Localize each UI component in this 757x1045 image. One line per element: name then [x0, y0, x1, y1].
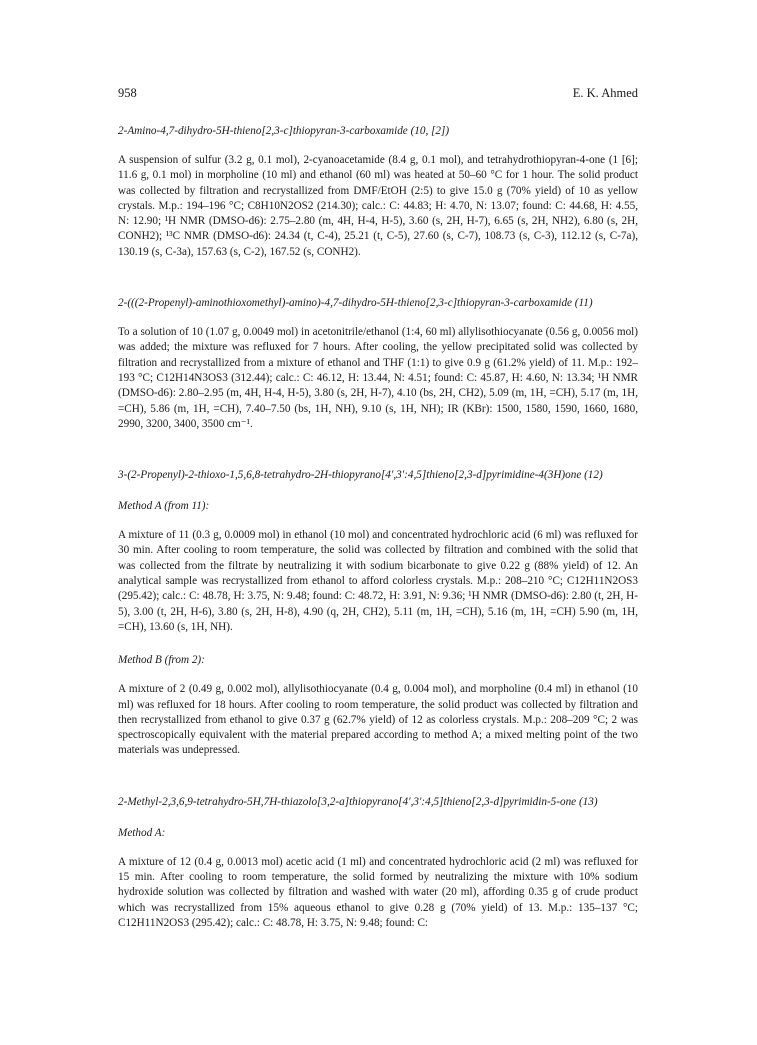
section-title-12: 3-(2-Propenyl)-2-thioxo-1,5,6,8-tetrahydro-2H-thiopyrano[4′,3′:4,5]thieno[2,3-d]pyrimidine-4(3H)one (12)	[118, 469, 603, 482]
section-title-13: 2-Methyl-2,3,6,9-tetrahydro-5H,7H-thiazolo[3,2-a]thiopyrano[4′,3′:4,5]thieno[2,3-d]pyrimidin-5-one (13)	[118, 795, 598, 808]
page	[118, 86, 638, 931]
running-author: E. K. Ahmed	[572, 86, 638, 100]
section-title-10: 2-Amino-4,7-dihydro-5H-thieno[2,3-c]thiopyran-3-carboxamide (10, [2])	[118, 125, 450, 137]
method-a-13: Method A:	[118, 826, 166, 839]
section-title-11: 2-(((2-Propenyl)-aminothioxomethyl)-amino)-4,7-dihydro-5H-thieno[2,3-c]thiopyran-3-carboxamide (11)	[118, 297, 593, 310]
method-a-12: Method A (from 11):	[118, 500, 210, 513]
paragraph-10: A suspension of sulfur (3.2 g, 0.1 mol), 2-cyanoacetamide (8.4 g, 0.1 mol), and tetrahydrothiopyran-4-one (1 [6]; 11.6 g, 0.1 mol) in morpholine (10 ml) and ethanol (60 ml) was heated at 50–60 °C for 1 hour. The solid product was collected by filtration and recrystallized from DMF/EtOH (2:5) to give 15.0 g (70% yield) of 10 as yellow crystals. M.p.: 194–196 °C; C8H10N2OS2 (214.30); calc.: C: 44.83; H: 4.70, N: 13.07; found: C: 44.68, H: 4.55, N: 12.90; ¹H NMR (DMSO-d6): 2.75–2.80 (m, 4H, H-4, H-5), 3.60 (s, 2H, H-7), 6.65 (s, 2H, NH2), 6.80 (s, 2H, CONH2); ¹³C NMR (DMSO-d6): 24.34 (t, C-4), 25.21 (t, C-5), 27.60 (s, C-7), 108.73 (s, C-3), 112.12 (s, C-7a), 130.19 (s, C-3a), 157.63 (s, C-2), 167.52 (s, CONH2).	[118, 154, 638, 258]
page-number: 958	[118, 86, 137, 100]
running-header	[118, 86, 638, 106]
method-b-12: Method B (from 2):	[118, 654, 205, 667]
paragraph-13-method-a: A mixture of 12 (0.4 g, 0.0013 mol) acetic acid (1 ml) and concentrated hydrochloric acid (2 ml) was refluxed for 15 min. After cooling to room temperature, the solid formed by neutralizing the mixture with 10% sodium hydroxide solution was collected by filtration and washed with water (20 ml), affording 0.35 g of crude product which was recrystallized from 15% aqueous ethanol to give 0.28 g (70% yield) of 13. M.p.: 135–137 °C; C12H11N2OS3 (295.42); calc.: C: 48.78, H: 3.75, N: 9.48; found: C:	[118, 855, 638, 929]
paragraph-12-method-b: A mixture of 2 (0.49 g, 0.002 mol), allylisothiocyanate (0.4 g, 0.004 mol), and morpholine (0.4 ml) in ethanol (10 ml) was refluxed for 18 hours. After cooling to room temperature, the solid product was collected by filtration and then recrystallized from ethanol to give 0.37 g (62.7% yield) of 12 as colorless crystals. M.p.: 208–209 °C; 2 was spectroscopically equivalent with the material prepared according to method A; a mixed melting point of the two materials was undepressed.	[118, 683, 638, 757]
paragraph-11: To a solution of 10 (1.07 g, 0.0049 mol) in acetonitrile/ethanol (1:4, 60 ml) allylisothiocyanate (0.56 g, 0.0056 mol) was added; the mixture was refluxed for 7 hours. After cooling, the yellow precipitated solid was collected by filtration and recrystallized from a mixture of ethanol and THF (1:1) to give 0.9 g (61.2% yield) of 11. M.p.: 192–193 °C; C12H14N3OS3 (312.44); calc.: C: 46.12, H: 13.44, N: 4.51; found: C: 45.87, H: 4.60, N: 13.34; ¹H NMR (DMSO-d6): 2.80–2.95 (m, 4H, H-4, H-5), 3.80 (s, 2H, H-7), 4.10 (bs, 2H, CH2), 5.09 (m, 1H, =CH), 5.17 (m, 1H, =CH), 5.86 (m, 1H, =CH), 7.40–7.50 (bs, 1H, NH), 9.10 (s, 1H, NH); IR (KBr): 1500, 1580, 1590, 1660, 1680, 2990, 3200, 3400, 3500 cm⁻¹.	[118, 326, 638, 430]
paragraph-12-method-a: A mixture of 11 (0.3 g, 0.0009 mol) in ethanol (10 mol) and concentrated hydrochloric acid (6 ml) was refluxed for 30 min. After cooling to room temperature, the solid was collected by filtration and combined with the solid that was collected from the filtrate by neutralizing it with sodium bicarbonate to give 0.22 g (88% yield) of 12. An analytical sample was recrystallized from ethanol to afford colorless crystals. M.p.: 208–210 °C; C12H11N2OS3 (295.42); calc.: C: 48.78, H: 3.75, N: 9.48; found: C: 48.72, H: 3.91, N: 9.36; ¹H NMR (DMSO-d6): 2.80 (t, 2H, H-5), 3.00 (t, 2H, H-6), 3.80 (s, 2H, H-8), 4.90 (q, 2H, CH2), 5.11 (m, 1H, =CH), 5.16 (m, 1H, =CH) 5.90 (m, 1H, =CH), 13.60 (s, 1H, NH).	[118, 529, 638, 633]
